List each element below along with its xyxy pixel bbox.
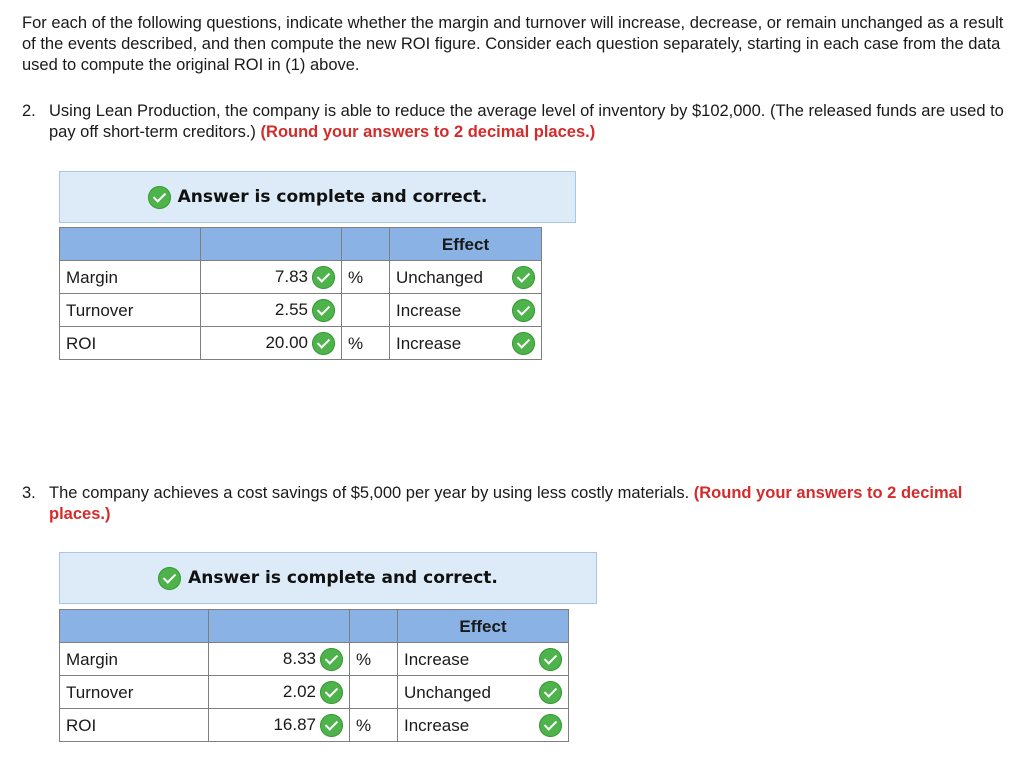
effect-text: Increase: [404, 649, 470, 669]
check-circle-icon: [539, 714, 562, 737]
row-label: Margin: [60, 261, 201, 294]
unit-label: %: [342, 261, 390, 294]
header-cell: [350, 610, 398, 643]
check-circle-icon: [312, 266, 335, 289]
check-circle-icon: [512, 332, 535, 355]
value-input[interactable]: [201, 294, 342, 327]
check-circle-icon: [512, 299, 535, 322]
value-text: 2.02: [282, 682, 316, 702]
table-row: [60, 709, 569, 742]
unit-label: %: [350, 643, 398, 676]
unit-label: %: [350, 709, 398, 742]
value-text: 7.83: [274, 267, 308, 287]
value-text: 20.00: [265, 333, 308, 353]
table-row: [60, 327, 542, 360]
rounding-instruction: (Round your answers to 2 decimal places.): [260, 123, 596, 141]
header-cell: [209, 610, 350, 643]
effect-select[interactable]: [390, 261, 542, 294]
table-row: [60, 676, 569, 709]
effect-text: Increase: [396, 333, 462, 353]
effect-text: Unchanged: [404, 682, 491, 702]
question-number: 3.: [22, 484, 36, 502]
answer-table: [59, 609, 569, 742]
check-circle-icon: [320, 714, 343, 737]
unit-label: [350, 676, 398, 709]
check-circle-icon: [320, 681, 343, 704]
answer-table: [59, 227, 542, 360]
rounding-instruction: (Round your answers to 2 decimal places.): [49, 484, 963, 523]
check-circle-icon: [148, 186, 171, 209]
value-input[interactable]: [201, 261, 342, 294]
answer-status-banner: [59, 552, 597, 604]
effect-header: Effect: [390, 228, 542, 261]
table-row: [60, 261, 542, 294]
row-label: Turnover: [60, 676, 209, 709]
value-text: 16.87: [273, 715, 316, 735]
check-circle-icon: [312, 332, 335, 355]
question-number: 2.: [22, 102, 36, 120]
table-header-row: [60, 610, 569, 643]
header-cell: [60, 610, 209, 643]
header-cell: [60, 228, 201, 261]
check-circle-icon: [320, 648, 343, 671]
effect-text: Increase: [404, 715, 470, 735]
value-text: 8.33: [282, 649, 316, 669]
check-circle-icon: [312, 299, 335, 322]
table-row: [60, 643, 569, 676]
answer-status-banner: [59, 171, 576, 223]
value-input[interactable]: [209, 709, 350, 742]
value-input[interactable]: [201, 327, 342, 360]
effect-select[interactable]: [398, 709, 569, 742]
row-label: Margin: [60, 643, 209, 676]
instructions-paragraph: For each of the following questions, indicate whether the margin and turnover will increase, decrease, or remain unchanged as a result of the events described, and then compute the new ROI figure. Consider each question separately, starting in each case from the data used to compute the original ROI in (1) above.: [22, 14, 1004, 74]
unit-label: %: [342, 327, 390, 360]
value-input[interactable]: [209, 643, 350, 676]
question-3: [22, 483, 1012, 525]
value-text: 2.55: [274, 300, 308, 320]
answer-status-text: Answer is complete and correct.: [177, 186, 488, 207]
effect-header: Effect: [398, 610, 569, 643]
table-row: [60, 294, 542, 327]
unit-label: [342, 294, 390, 327]
effect-select[interactable]: [390, 327, 542, 360]
question-text: The company achieves a cost savings of $5,000 per year by using less costly materials.: [49, 484, 690, 502]
answer-status-text: Answer is complete and correct.: [188, 567, 498, 588]
effect-text: Unchanged: [396, 267, 483, 287]
header-cell: [201, 228, 342, 261]
effect-text: Increase: [396, 300, 462, 320]
check-circle-icon: [158, 567, 181, 590]
table-header-row: [60, 228, 542, 261]
header-cell: [342, 228, 390, 261]
effect-select[interactable]: [398, 676, 569, 709]
check-circle-icon: [539, 681, 562, 704]
row-label: ROI: [60, 327, 201, 360]
question-text: Using Lean Production, the company is able to reduce the average level of inventory by $102,000. (The released funds are used to pay off short-term creditors.): [49, 102, 1004, 141]
check-circle-icon: [512, 266, 535, 289]
effect-select[interactable]: [398, 643, 569, 676]
effect-select[interactable]: [390, 294, 542, 327]
row-label: Turnover: [60, 294, 201, 327]
row-label: ROI: [60, 709, 209, 742]
question-2: [22, 101, 1012, 143]
value-input[interactable]: [209, 676, 350, 709]
check-circle-icon: [539, 648, 562, 671]
